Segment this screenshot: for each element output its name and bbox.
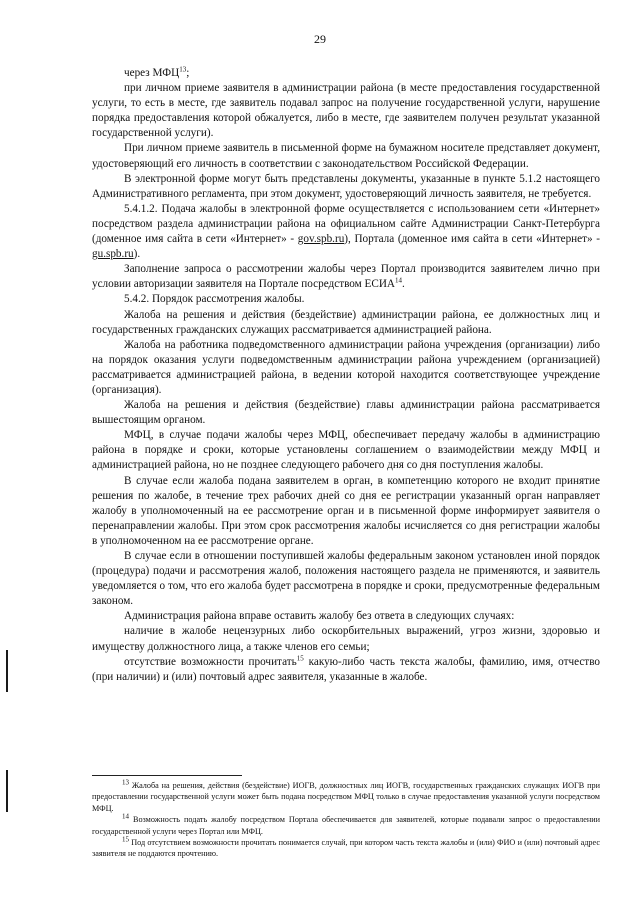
paragraph-text: 5.4.1.2. Подача жалобы в электронной форме осуществляется с использованием сети «Интернет» посредством раздела администрации района на официальном сайте Администрации Санкт-Петербурга (доменное имя сайта в сети «Интернет» - (92, 202, 600, 246)
footnote-number: 13 (122, 778, 129, 787)
paragraph (92, 202, 600, 262)
paragraph: В электронной форме могут быть представлены документы, указанные в пункте 5.1.2 настоящего Административного регламента, при этом документ, удостоверяющий личность заявителя, не требуется. (92, 172, 600, 200)
paragraph: Жалоба на решения и действия (бездействие) администрации района, ее должностных лиц и государственных гражданских служащих рассматривается администрацией района. (92, 308, 600, 336)
paragraph (92, 262, 600, 292)
paragraph-text: ; (186, 67, 190, 79)
footnote-text: Возможность подать жалобу посредством Портала обеспечивается для заявителей, которые подавали запрос о предоставлении государственной услуги через Портал или МФЦ. (92, 815, 600, 836)
footnote (92, 837, 600, 860)
footnote-divider (92, 775, 242, 776)
paragraph: Администрация района вправе оставить жалобу без ответа в следующих случаях: (124, 610, 515, 623)
link-gov-spb[interactable]: gov.spb.ru (297, 233, 345, 246)
scan-edge-mark (6, 770, 8, 812)
link-gu-spb[interactable]: gu.spb.ru (92, 248, 134, 261)
scan-edge-mark (6, 650, 8, 692)
footnote (92, 814, 600, 837)
paragraph (92, 66, 600, 81)
paragraph-text: ), Портала (доменное имя сайта в сети «Интернет» - (344, 233, 600, 246)
paragraph: МФЦ, в случае подачи жалобы через МФЦ, обеспечивает передачу жалобы в администрацию района в порядке и сроки, которые установлены соглашением о взаимодействии между МФЦ и администрацией района, но не позднее следующего рабочего дня со дня поступления жалобы. (92, 429, 600, 472)
footnote (92, 780, 600, 814)
paragraph-text: ). (133, 248, 141, 261)
paragraph-text: через МФЦ (124, 67, 180, 79)
footnote-number: 15 (122, 835, 129, 844)
paragraph: В случае если в отношении поступившей жалобы федеральным законом установлен иной порядок (процедура) подачи и рассмотрения жалоб, положения настоящего раздела не применяются, и заявитель уведомляется о том, что его жалоба будет рассмотрена в порядке и сроки, предусмотренные федеральным законом. (92, 550, 600, 608)
paragraph: при личном приеме заявителя в администрации района (в месте предоставления государственной услуги, то есть в месте, где заявитель подавал запрос на получение государственной услуги, нарушение порядка предоставления которой обжалуется, либо в месте, где заявителем получен результат указанной государственной услуги). (92, 82, 600, 140)
paragraph: Жалоба на работника подведомственного администрации района учреждения (организации) либо на порядок оказания услуги подведомственным администрации района учреждением (организацией) рассматривается администрацией района, в ведении которой находится соответствующее учреждение (организация). (92, 338, 600, 396)
paragraph: Жалоба на решения и действия (бездействие) главы администрации района рассматривается вышестоящим органом. (92, 399, 600, 427)
document-body (92, 66, 600, 685)
footnote-text: Под отсутствием возможности прочитать понимается случай, при котором часть текста жалобы и (или) ФИО и (или) почтовый адрес заявителя не поддаются прочтению. (92, 838, 600, 859)
paragraph-text: отсутствие возможности прочитать (124, 655, 297, 668)
footnote-text: Жалоба на решения, действия (бездействие) ИОГВ, должностных лиц ИОГВ, государственных гражданских служащих ИОГВ при предоставлении государственной услуги может быть подана посредством МФЦ только в случае предоставления указанной услуги посредством МФЦ. (92, 781, 600, 813)
footnotes-section (92, 780, 600, 860)
paragraph-text: какую-либо часть текста жалобы, фамилию, имя, отчество (при наличии) и (или) почтовый адрес заявителя, указанные в жалобе. (92, 655, 600, 683)
page-number: 29 (314, 32, 326, 46)
section-heading: 5.4.2. Порядок рассмотрения жалобы. (124, 293, 305, 306)
footnote-ref[interactable]: 15 (296, 653, 304, 662)
footnote-number: 14 (122, 812, 129, 821)
paragraph (92, 655, 600, 685)
paragraph: При личном приеме заявитель в письменной форме на бумажном носителе представляет документ, удостоверяющий его личность в соответствии с законодательством Российской Федерации. (92, 142, 600, 170)
paragraph: наличие в жалобе нецензурных либо оскорбительных выражений, угроз жизни, здоровью и имуществу должностного лица, а также членов его семьи; (92, 625, 600, 653)
paragraph-text: Заполнение запроса о рассмотрении жалобы через Портал производится заявителем лично при условии авторизации заявителя на Портале посредством ЕСИА (92, 263, 600, 291)
footnote-ref[interactable]: 14 (395, 276, 403, 285)
paragraph: В случае если жалоба подана заявителем в орган, в компетенцию которого не входит принятие решения по жалобе, в течение трех рабочих дней со дня ее регистрации указанный орган направляет жалобу в уполномоченный на ее рассмотрение орган и в письменной форме информирует заявителя о перенаправлении жалобы. При этом срок рассмотрения жалобы исчисляется со дня регистрации жалобы в уполномоченном на ее рассмотрение органе. (92, 474, 600, 547)
paragraph-text: . (402, 278, 405, 291)
footnote-ref[interactable]: 13 (179, 65, 187, 74)
